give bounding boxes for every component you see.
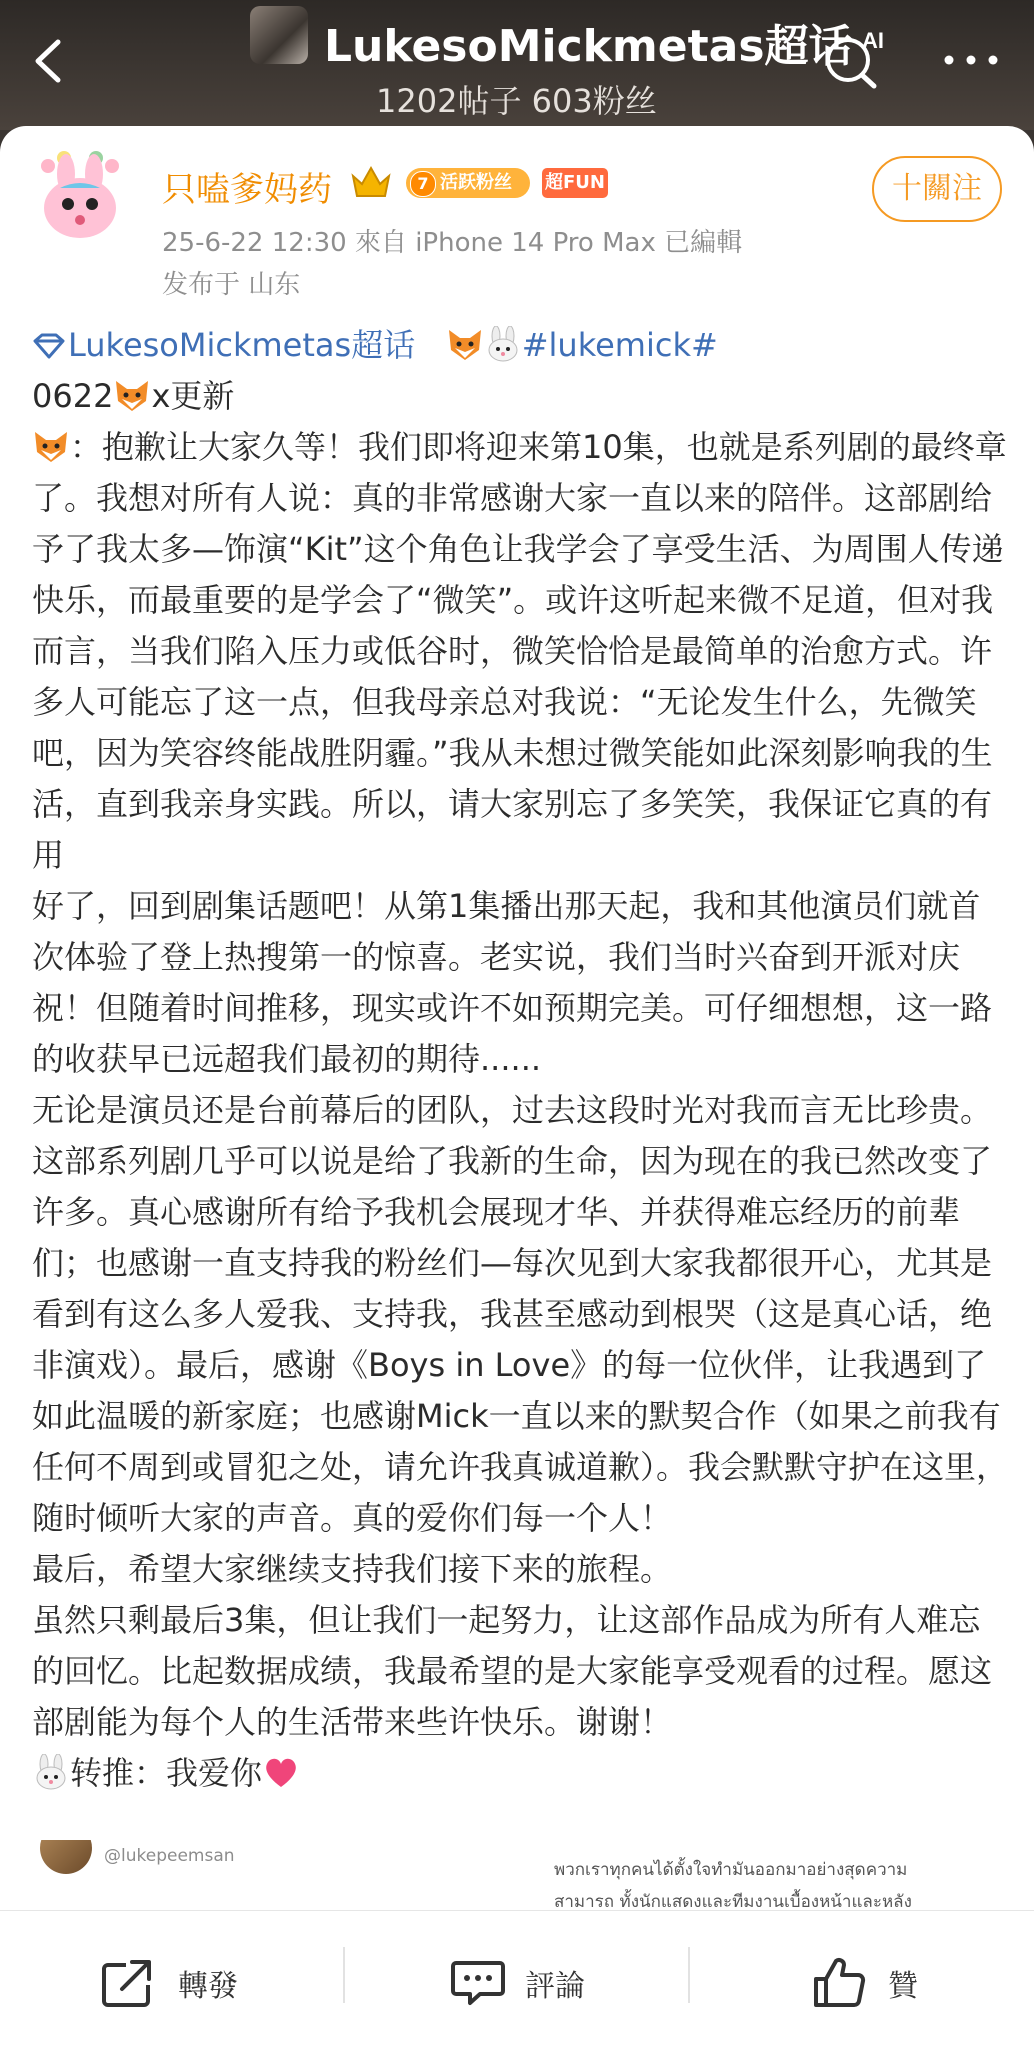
- comment-label: 評論: [525, 1969, 585, 2004]
- post-meta: 25-6-22 12:30 來自 iPhone 14 Pro Max 已編輯: [162, 228, 743, 258]
- repost-button[interactable]: [100, 1911, 300, 2049]
- paragraph-5: 虽然只剩最后3集，但让我们一起努力，让这部作品成为所有人难忘的回忆。比起数据成绩，我最希望的是大家能享受观看的过程。愿这部剧能为每个人的生活带来些许快乐。谢谢！: [32, 1601, 993, 1741]
- diamond-icon: [32, 332, 66, 360]
- post-card: [0, 126, 1034, 1916]
- supertopic-link[interactable]: LukesoMickmetas超话: [32, 326, 415, 364]
- more-icon[interactable]: [940, 40, 1002, 80]
- rabbit-emoji-icon: [484, 326, 522, 362]
- topic-header: [0, 0, 1034, 130]
- thumbs-up-icon: [812, 1957, 868, 2009]
- fan-badge-label: 活跃粉丝: [440, 172, 512, 193]
- rabbit-emoji-icon: [32, 1754, 70, 1790]
- hashtag-link[interactable]: #lukemick#: [521, 326, 718, 364]
- divider: [688, 1947, 690, 2003]
- bottom-action-bar: [0, 1910, 1034, 2049]
- paragraph-4: 最后，希望大家继续支持我们接下来的旅程。: [32, 1550, 673, 1588]
- heart-emoji-icon: [262, 1754, 300, 1790]
- update-date: 0622: [32, 377, 114, 415]
- author-name[interactable]: 只嗑爹妈药: [162, 170, 332, 210]
- fox-emoji-icon: [113, 377, 151, 413]
- topic-stats: 1202帖子 603粉丝: [376, 82, 657, 120]
- comment-icon: [450, 1957, 506, 2009]
- embedded-image-preview[interactable]: [0, 1840, 1034, 1910]
- update-label: x更新: [151, 377, 235, 415]
- back-arrow-icon[interactable]: [28, 36, 68, 86]
- retweet-line: 转推：我爱你: [32, 1748, 1010, 1799]
- paragraph-3: 无论是演员还是台前幕后的团队，过去这段时光对我而言无比珍贵。这部系列剧几乎可以说是给了我新的生命，因为现在的我已然改变了许多。真心感谢所有给予我机会展现才华、并获得难忘经历的前辈们；也感谢一直支持我的粉丝们—每次见到大家我都很开心，尤其是看到有这么多人爱我、支持我，我甚至感动到根哭（这是真心话，绝非演戏）。最后，感谢《Boys in Love》的每一位伙伴，让我遇到了如此温暖的新家庭；也感谢Mick一直以来的默契合作（如果之前我有任何不周到或冒犯之处，请允许我真诚道歉）。我会默默守护在这里，随时倾听大家的声音。真的爱你们每一个人！: [32, 1091, 1009, 1537]
- like-button[interactable]: [812, 1911, 952, 2049]
- paragraph-2: 好了，回到剧集话题吧！从第1集播出那天起，我和其他演员们就首次体验了登上热搜第一的惊喜。老实说，我们当时兴奋到开派对庆祝！但随着时间推移，现实或许不如预期完美。可仔细想想，这一路的收获早已远超我们最初的期待......: [32, 887, 993, 1078]
- author-avatar[interactable]: [30, 148, 130, 248]
- crown-badge-icon: [349, 162, 393, 202]
- post-location: 发布于 山东: [162, 270, 301, 300]
- update-line: [32, 371, 1010, 422]
- divider: [343, 1947, 345, 2003]
- embedded-thai-text: [554, 1854, 912, 1910]
- topic-title: LukesoMickmetas超话: [324, 21, 853, 72]
- follow-button[interactable]: 十關注: [872, 156, 1002, 222]
- fan-level-badge: [406, 168, 530, 198]
- embedded-thai-line-1: พวกเราทุกคนได้ตั้งใจทำมันออกมาอย่างสุดความ: [554, 1860, 908, 1880]
- topic-avatar[interactable]: [250, 6, 308, 64]
- tag-line: [32, 320, 1010, 371]
- svg-text:AI: AI: [862, 28, 884, 53]
- ai-search-icon[interactable]: [822, 26, 892, 90]
- embedded-handle: @lukepeemsan: [104, 1846, 235, 1866]
- embedded-thai-line-2: สามารถ ทั้งนักแสดงและทีมงานเบื้องหน้าและหลัง: [554, 1892, 912, 1910]
- fan-level-number: 7: [410, 171, 436, 197]
- fox-emoji-icon: [32, 428, 70, 464]
- comment-button[interactable]: [450, 1911, 650, 2049]
- repost-icon: [100, 1957, 156, 2009]
- repost-label: 轉發: [178, 1969, 238, 2004]
- embedded-avatar: [40, 1840, 92, 1874]
- fun-badge: 超FUN: [542, 168, 608, 198]
- paragraph-1: ：抱歉让大家久等！我们即将迎来第10集，也就是系列剧的最终章了。我想对所有人说：真的非常感谢大家一直以来的陪伴。这部剧给予了我太多—饰演“Kit”这个角色让我学会了享受生活、为周围人传递快乐，而最重要的是学会了“微笑”。或许这听起来微不足道，但对我而言，当我们陷入压力或低谷时，微笑恰恰是最简单的治愈方式。许多人可能忘了这一点，但我母亲总对我说：“无论发生什么，先微笑吧，因为笑容终能战胜阴霾。”我从未想过微笑能如此深刻影响我的生活，直到我亲身实践。所以，请大家别忘了多笑笑，我保证它真的有用: [32, 428, 1007, 874]
- fox-emoji-icon: [446, 326, 484, 362]
- like-label: 贊: [888, 1969, 918, 2004]
- post-body: [32, 320, 1010, 1799]
